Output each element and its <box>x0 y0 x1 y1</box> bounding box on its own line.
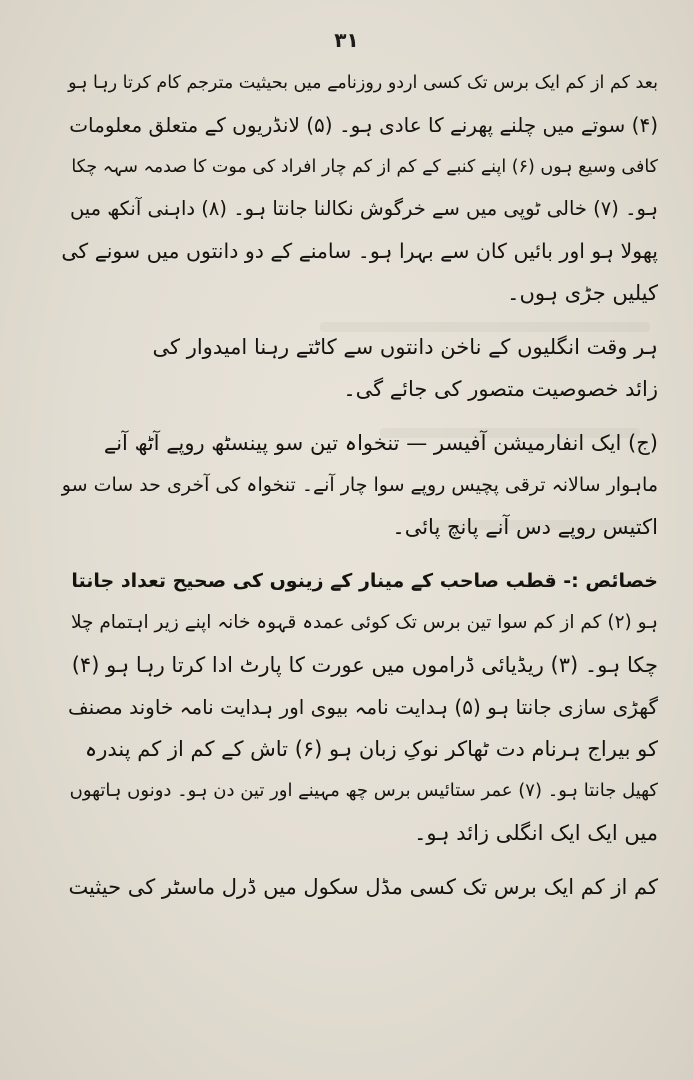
text-line: کافی وسیع ہوں (۶) اپنے کنبے کے کم از کم چار افراد کی موت کا صدمہ سہہ چکا <box>71 157 658 177</box>
body-text <box>58 62 658 908</box>
text-line: (ج) ایک انفارمیشن آفیسر — تنخواہ تین سو پینسٹھ روپے آٹھ آنے <box>103 431 658 455</box>
text-line: (۴) سوتے میں چلنے پھرنے کا عادی ہو۔ (۵) لانڈریوں کے متعلق معلومات <box>69 113 658 137</box>
text-line: ماہوار سالانہ ترقی پچیس روپے سوا چار آنے۔ تنخواہ کی آخری حد سات سو <box>61 474 658 496</box>
paragraph <box>58 560 658 854</box>
text-line: کم از کم ایک برس تک کسی مڈل سکول میں ڈرل ماسٹر کی حیثیت <box>68 875 658 899</box>
text-line: ہو۔ (۷) خالی ٹوپی میں سے خرگوش نکالنا جانتا ہو۔ (۸) داہنی آنکھ میں <box>69 197 658 220</box>
text-line: چکا ہو۔ (۳) ریڈیائی ڈراموں میں عورت کا پارٹ ادا کرتا رہا ہو (۴) <box>71 653 658 677</box>
text-line: کیلیں جڑی ہوں۔ <box>507 281 658 305</box>
text-line: ہو (۲) کم از کم سوا تین برس تک کوئی عمدہ قہوہ خانہ اپنے زیر اہتمام چلا <box>70 612 658 633</box>
text-line: کو بیراج ہرنام دت ٹھاکر نوکِ زبان ہو (۶) تاش کے کم از کم پندرہ <box>84 737 658 761</box>
text-line: گھڑی سازی جانتا ہو (۵) ہدایت نامہ بیوی اور ہدایت نامہ خاوند مصنف <box>67 695 658 719</box>
page-number: ۳۱ <box>334 28 359 52</box>
text-line: زائد خصوصیت متصور کی جائے گی۔ <box>343 377 658 401</box>
paragraph <box>58 422 658 548</box>
text-line: میں ایک ایک انگلی زائد ہو۔ <box>414 821 658 845</box>
text-line: پھولا ہو اور بائیں کان سے بہرا ہو۔ سامنے کے دو دانتوں میں سونے کی <box>61 239 658 263</box>
text-line: کھیل جانتا ہو۔ (۷) عمر ستائیس برس چھ مہینے اور تین دن ہو۔ دونوں ہاتھوں <box>69 780 658 801</box>
paragraph <box>58 866 658 908</box>
text-line: خصائص :- قطب صاحب کے مینار کے زینوں کی صحیح تعداد جانتا <box>71 570 658 592</box>
paragraph <box>58 62 658 314</box>
paragraph <box>58 326 658 410</box>
text-line: بعد کم از کم ایک برس تک کسی اردو روزنامے میں بحیثیت مترجم کام کرتا رہا ہو <box>68 73 658 93</box>
text-line: ہر وقت انگلیوں کے ناخن دانتوں سے کاٹتے رہنا امیدوار کی <box>152 335 658 359</box>
text-line: اکتیس روپے دس آنے پانچ پائی۔ <box>392 515 658 539</box>
